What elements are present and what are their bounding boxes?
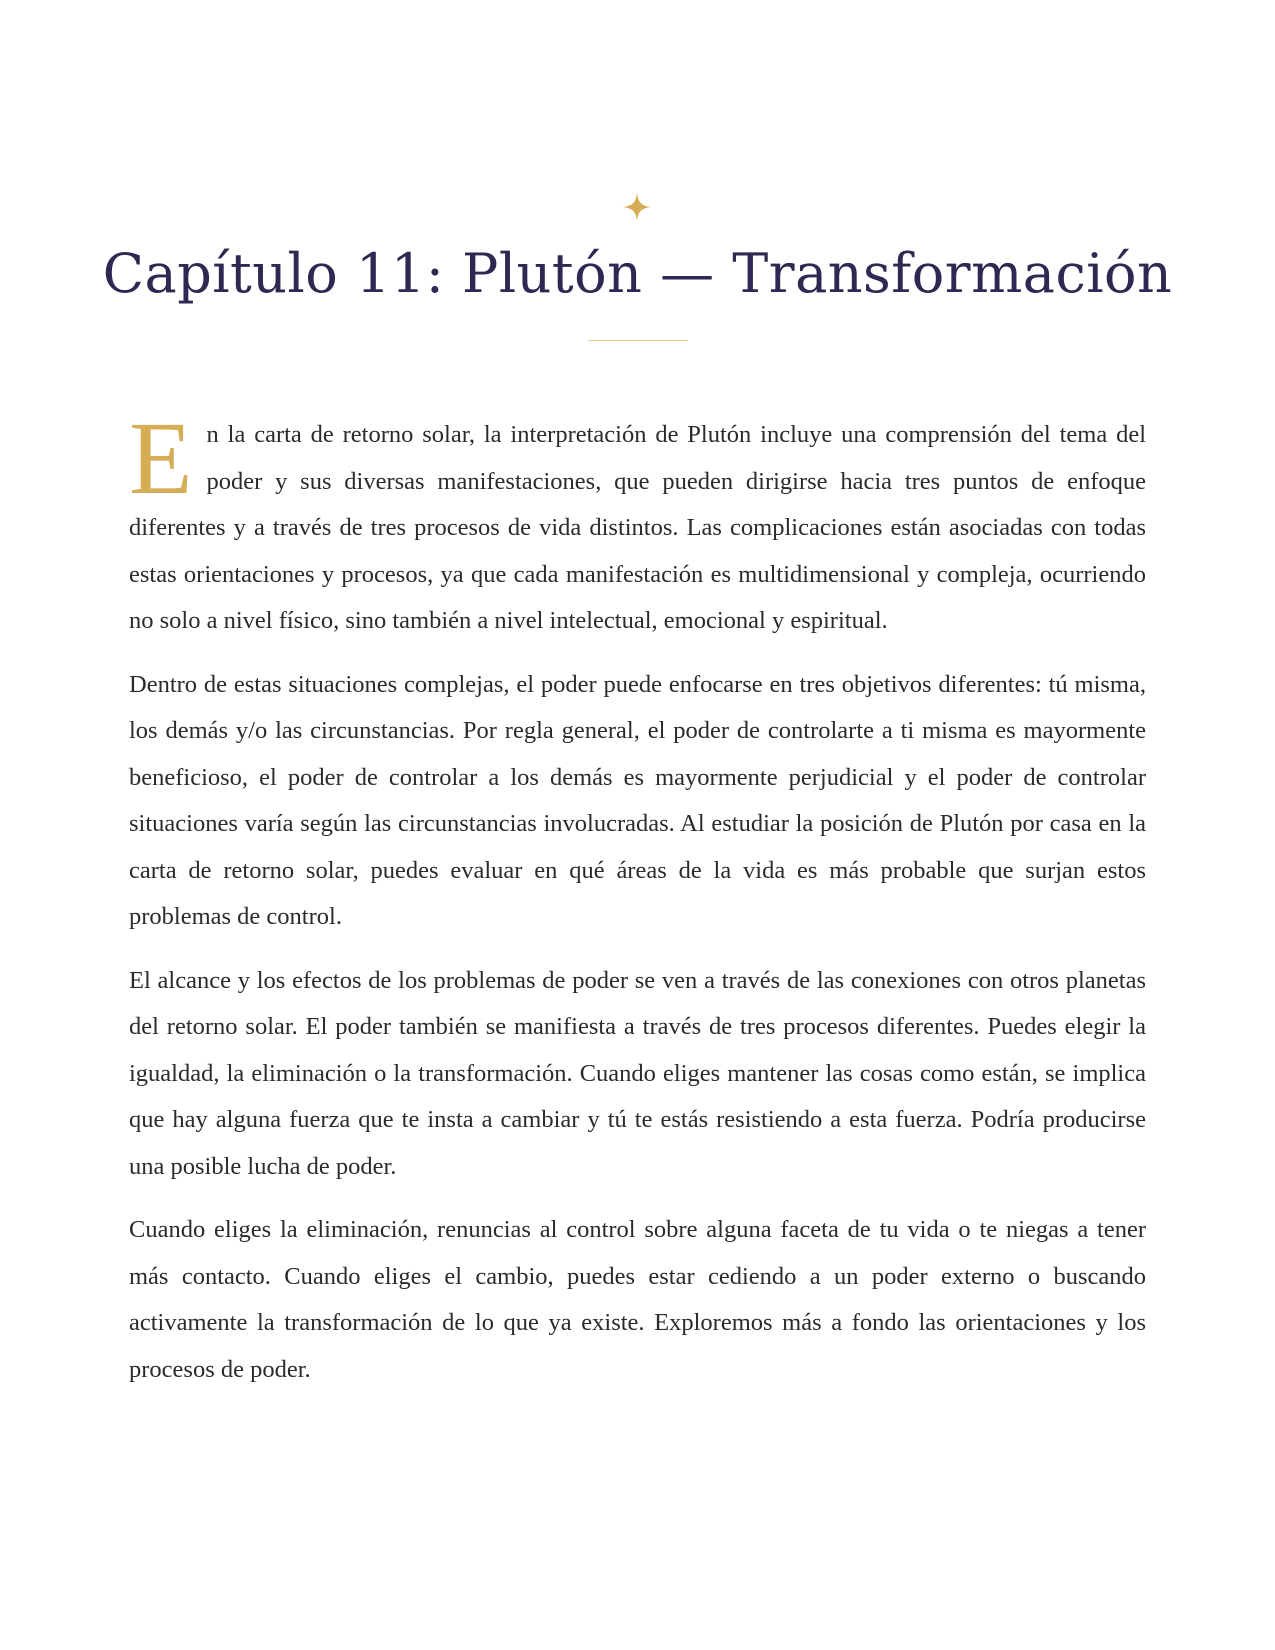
paragraph: El alcance y los efectos de los problemas de poder se ven a través de las conexiones con otros planetas del retorno solar. El poder también se manifiesta a través de tres procesos diferentes. Puedes elegir la igualdad, la eliminación o la transformación. Cuando eliges mantener las cosas como están, se implica que hay alguna fuerza que te insta a cambiar y tú te estás resistiendo a esta fuerza. Podría producirse una posible lucha de poder. [129,966,1146,1180]
paragraph: Dentro de estas situaciones complejas, el poder puede enfocarse en tres objetivos diferentes: tú misma, los demás y/o las circunstancias. Por regla general, el poder de controlarte a ti misma es mayormente beneficioso, el poder de controlar a los demás es mayormente perjudicial y el poder de controlar situaciones varía según las circunstancias involucradas. Al estudiar la posición de Plutón por casa en la carta de retorno solar, puedes evaluar en qué áreas de la vida es más probable que surjan estos problemas de control. [129,670,1146,930]
paragraph-text: n la carta de retorno solar, la interpretación de Plutón incluye una comprensión del tema del poder y sus diversas manifestaciones, que pueden dirigirse hacia tres puntos de enfoque diferentes y a través de tres procesos de vida distintos. Las complicaciones están asociadas con todas estas orientaciones y procesos, ya que cada manifestación es multidimensional y compleja, ocurriendo no solo a nivel físico, sino también a nivel intelectual, emocional y espiritual. [129,421,1146,634]
title-divider [588,340,688,341]
chapter-title: Capítulo 11: Plutón — Transformación [102,242,1173,305]
drop-cap: E [129,401,193,516]
paragraph [129,401,1146,645]
chapter-body [129,401,1146,1410]
paragraph: Cuando eliges la eliminación, renuncias al control sobre alguna faceta de tu vida o te niegas a tener más contacto. Cuando eliges el cambio, puedes estar cediendo a un poder externo o buscando activamente la transformación de lo que ya existe. Exploremos más a fondo las orientaciones y los procesos de poder. [129,1216,1146,1383]
four-point-star-icon [622,192,652,222]
